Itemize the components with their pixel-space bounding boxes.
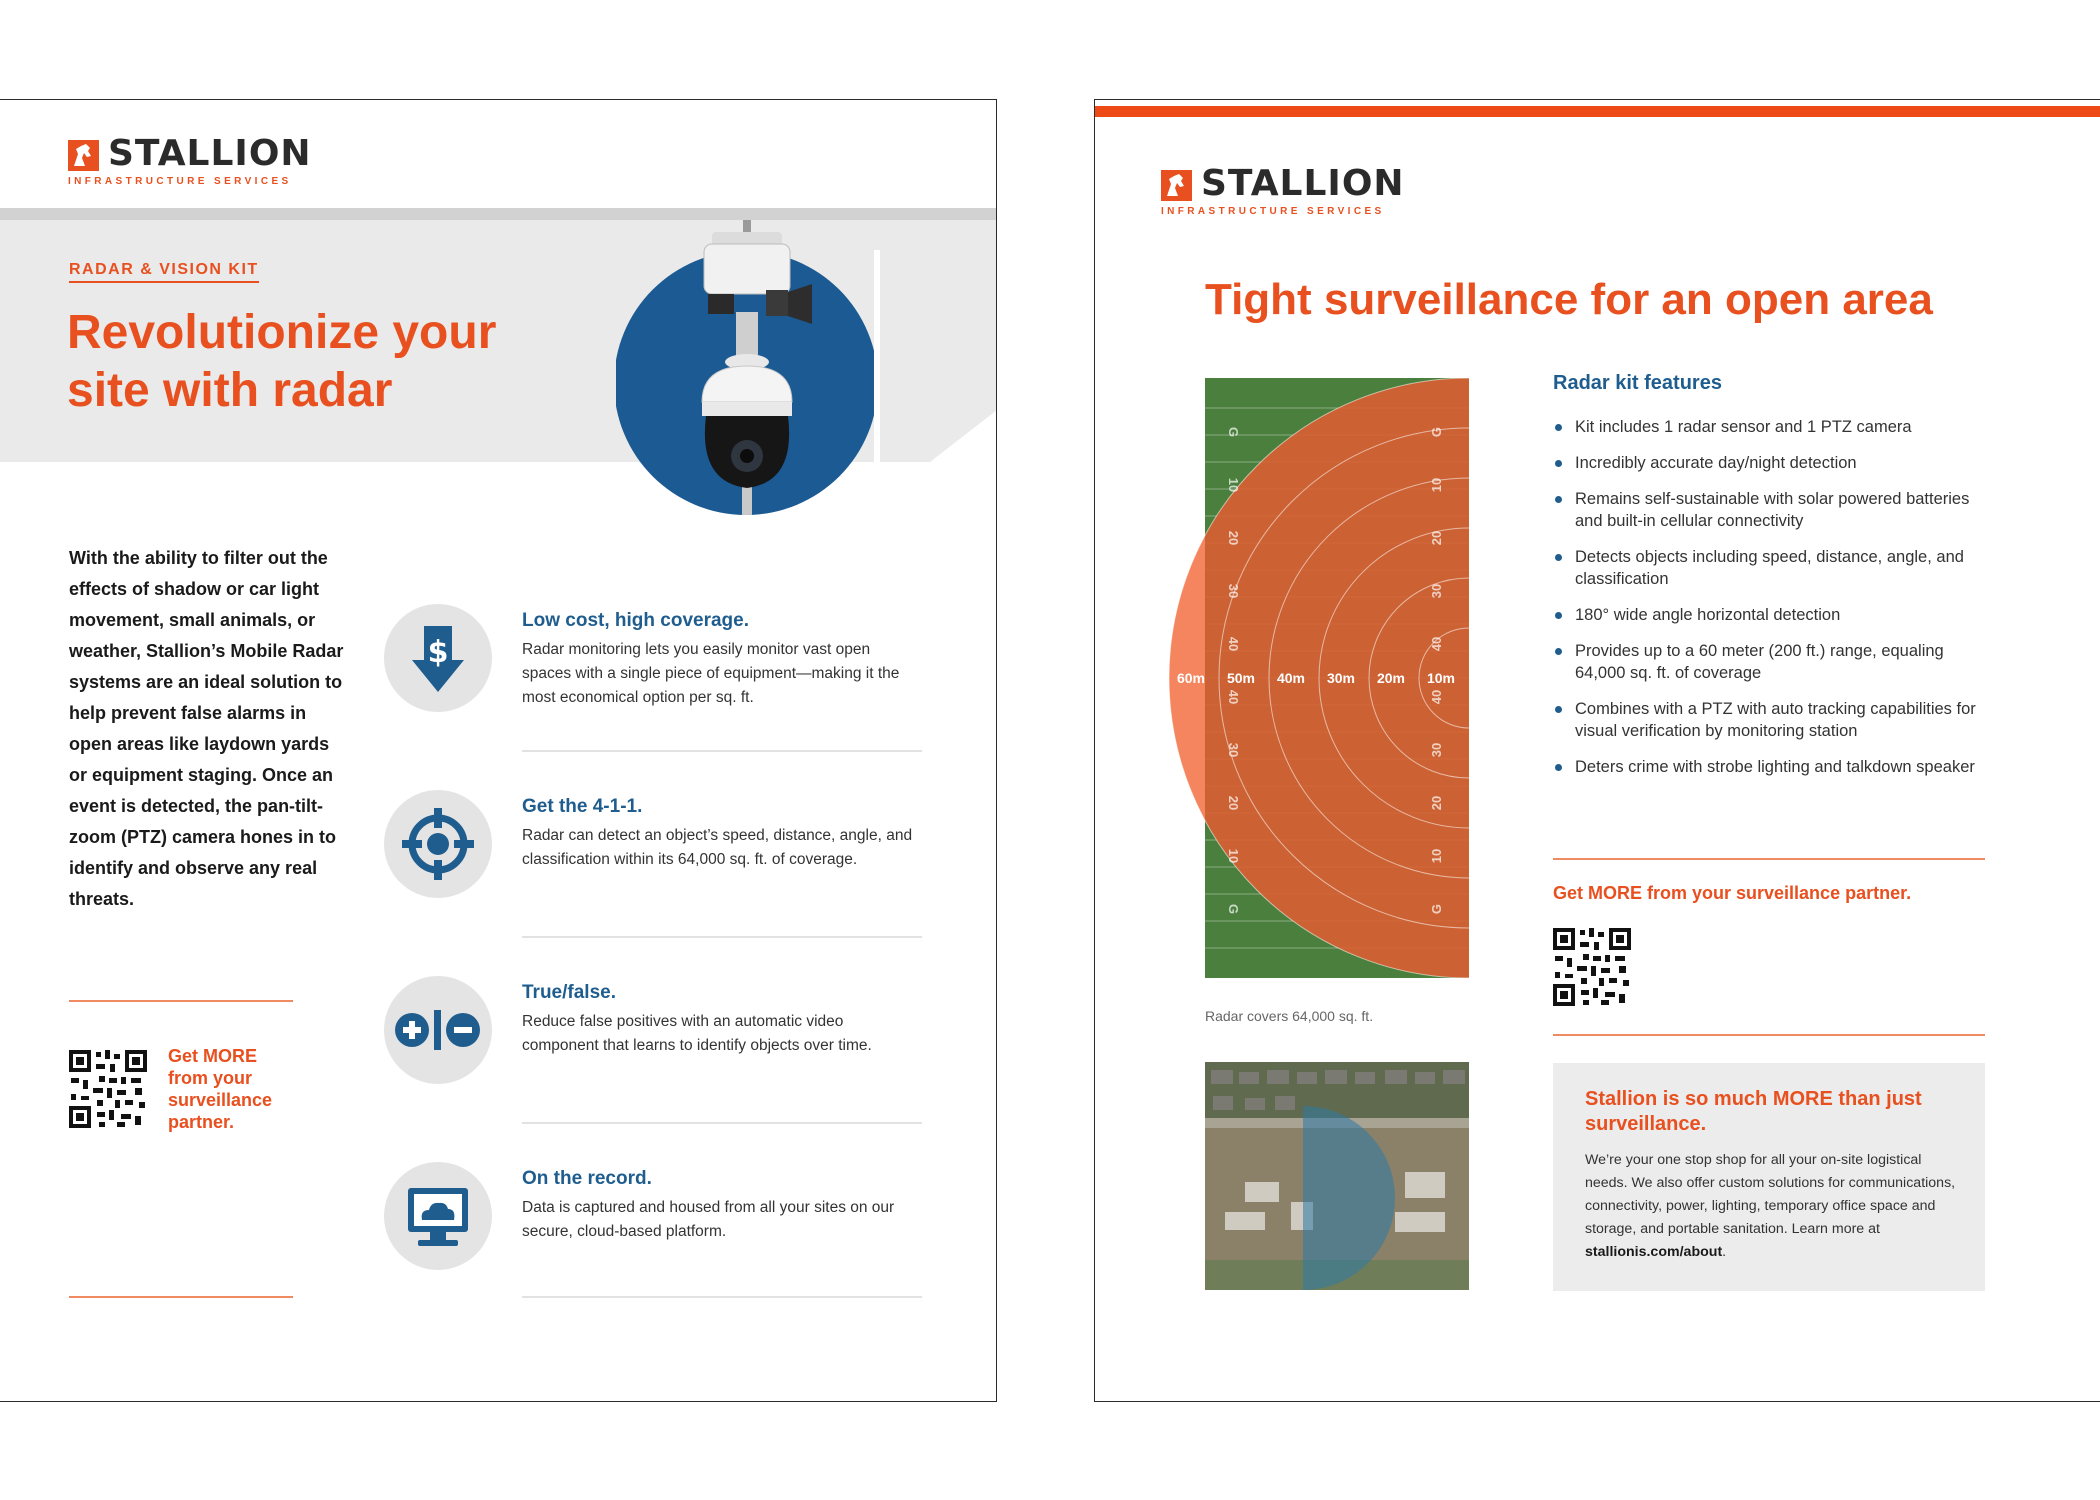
feature-title: Get the 4-1-1. <box>522 796 643 817</box>
yard-marker: 30 <box>1429 742 1444 758</box>
yard-marker: 30 <box>1226 583 1241 599</box>
yard-marker: 40 <box>1226 689 1241 705</box>
feature-true-false <box>384 976 924 1116</box>
feature-body: Reduce false positives with an automatic video component that learns to identify objects over time. <box>522 1013 872 1054</box>
feature-get-411 <box>384 790 924 930</box>
brand-tagline: INFRASTRUCTURE SERVICES <box>68 176 292 187</box>
brand-name: STALLION <box>1201 163 1405 204</box>
yard-marker: G <box>1226 903 1241 915</box>
yard-marker: 10 <box>1429 477 1444 493</box>
yard-marker: 20 <box>1226 795 1241 811</box>
feature-title: Low cost, high coverage. <box>522 610 749 631</box>
crosshair-target-icon <box>384 790 492 898</box>
top-accent-stripe <box>1095 106 2100 117</box>
range-label: 10m <box>1426 670 1456 686</box>
header-divider-band <box>0 208 997 220</box>
list-item: Incredibly accurate day/night detection <box>1553 452 1993 474</box>
feature-low-cost <box>384 604 924 744</box>
feature-on-record <box>384 1162 924 1302</box>
list-item: Combines with a PTZ with auto tracking capabilities for visual verification by monitoring station <box>1553 698 1993 742</box>
intro-paragraph: With the ability to filter out the effects of shadow or car light movement, small animals, or weather, Stallion’s Mobile Radar systems are an ideal solution to help prevent false alarms in open areas like laydown yards or equipment staging. Once an event is detected, the pan-tilt-zoom (PTZ) camera hones in to identify and observe any real threats. <box>69 548 344 909</box>
cloud-monitor-icon <box>384 1162 492 1270</box>
cta-divider-bottom <box>69 1296 293 1298</box>
radar-coverage-diagram <box>1165 370 1485 982</box>
yard-marker: 40 <box>1429 689 1444 705</box>
cta-text: Get MORE from your surveillance partner. <box>1553 883 1912 903</box>
list-item: Kit includes 1 radar sensor and 1 PTZ camera <box>1553 416 1993 438</box>
dollar-down-arrow-icon <box>384 604 492 712</box>
brand-name: STALLION <box>108 133 312 174</box>
features-list <box>1553 416 1993 792</box>
list-item: Provides up to a 60 meter (200 ft.) range, equaling 64,000 sq. ft. of coverage <box>1553 640 1993 684</box>
about-title: Stallion is so much MORE than just surveillance. <box>1585 1088 1922 1135</box>
flyer-page-right <box>1094 99 2100 1402</box>
yard-marker: 30 <box>1226 742 1241 758</box>
cta-text: Get MORE from your surveillance partner. <box>168 1046 273 1132</box>
yard-marker: 40 <box>1429 636 1444 652</box>
qr-code-icon[interactable] <box>69 1050 147 1128</box>
range-label: 30m <box>1326 670 1356 686</box>
yard-marker: 30 <box>1429 583 1444 599</box>
page-title: Tight surveillance for an open area <box>1205 275 1933 324</box>
plus-minus-icon <box>384 976 492 1084</box>
flyer-page-left <box>0 99 997 1402</box>
about-link[interactable]: stallionis.com/about <box>1585 1244 1723 1260</box>
yard-marker: 20 <box>1226 530 1241 546</box>
about-callout <box>1553 1063 1985 1291</box>
yard-marker: 40 <box>1226 636 1241 652</box>
list-item: Detects objects including speed, distance, angle, and classification <box>1553 546 1993 590</box>
yard-marker: 10 <box>1226 477 1241 493</box>
radar-camera-photo <box>616 220 880 520</box>
svg-text:$: $ <box>427 635 449 670</box>
feature-divider <box>522 1296 922 1298</box>
range-label: 60m <box>1176 670 1206 686</box>
feature-divider <box>522 750 922 752</box>
qr-code-icon[interactable] <box>1553 928 1631 1006</box>
cta-divider-top <box>69 1000 293 1002</box>
aerial-site-photo <box>1205 1062 1469 1290</box>
yard-marker: G <box>1226 426 1241 438</box>
range-label: 50m <box>1226 670 1256 686</box>
yard-marker: 10 <box>1226 848 1241 864</box>
list-item: 180° wide angle horizontal detection <box>1553 604 1993 626</box>
horse-logo-icon <box>68 140 99 171</box>
feature-title: True/false. <box>522 982 616 1003</box>
feature-divider <box>522 936 922 938</box>
kicker-label: RADAR & VISION KIT <box>69 261 259 283</box>
feature-body: Radar can detect an object’s speed, distance, angle, and classification within its 64,000 sq. ft. of coverage. <box>522 827 913 868</box>
horse-logo-icon <box>1161 170 1192 201</box>
yard-marker: 10 <box>1429 848 1444 864</box>
yard-marker: 20 <box>1429 530 1444 546</box>
cta-divider-top <box>1553 858 1985 860</box>
features-heading: Radar kit features <box>1553 372 1722 394</box>
feature-divider <box>522 1122 922 1124</box>
about-end: . <box>1722 1244 1727 1260</box>
yard-marker: 20 <box>1429 795 1444 811</box>
feature-title: On the record. <box>522 1168 652 1189</box>
about-text: We’re your one stop shop for all your on-site logistical needs. We also offer custom solutions for communications, connectivity, power, lighting, temporary office space and storage, and portable sanitation. Learn more at <box>1585 1152 1956 1237</box>
about-body <box>1585 1149 1965 1264</box>
diagram-caption: Radar covers 64,000 sq. ft. <box>1205 1008 1374 1024</box>
range-label: 20m <box>1376 670 1406 686</box>
page-title: Revolutionize your site with radar <box>67 306 497 417</box>
range-label: 40m <box>1276 670 1306 686</box>
feature-body: Radar monitoring lets you easily monitor vast open spaces with a single piece of equipment—making it the most economical option per sq. ft. <box>522 641 900 706</box>
yard-marker: G <box>1429 426 1444 438</box>
yard-marker: G <box>1429 903 1444 915</box>
list-item: Remains self-sustainable with solar powered batteries and built-in cellular connectivity <box>1553 488 1993 532</box>
feature-body: Data is captured and housed from all your sites on our secure, cloud-based platform. <box>522 1199 895 1240</box>
brand-tagline: INFRASTRUCTURE SERVICES <box>1161 206 1385 217</box>
cta-divider-bottom <box>1553 1034 1985 1036</box>
list-item: Deters crime with strobe lighting and talkdown speaker <box>1553 756 1993 778</box>
